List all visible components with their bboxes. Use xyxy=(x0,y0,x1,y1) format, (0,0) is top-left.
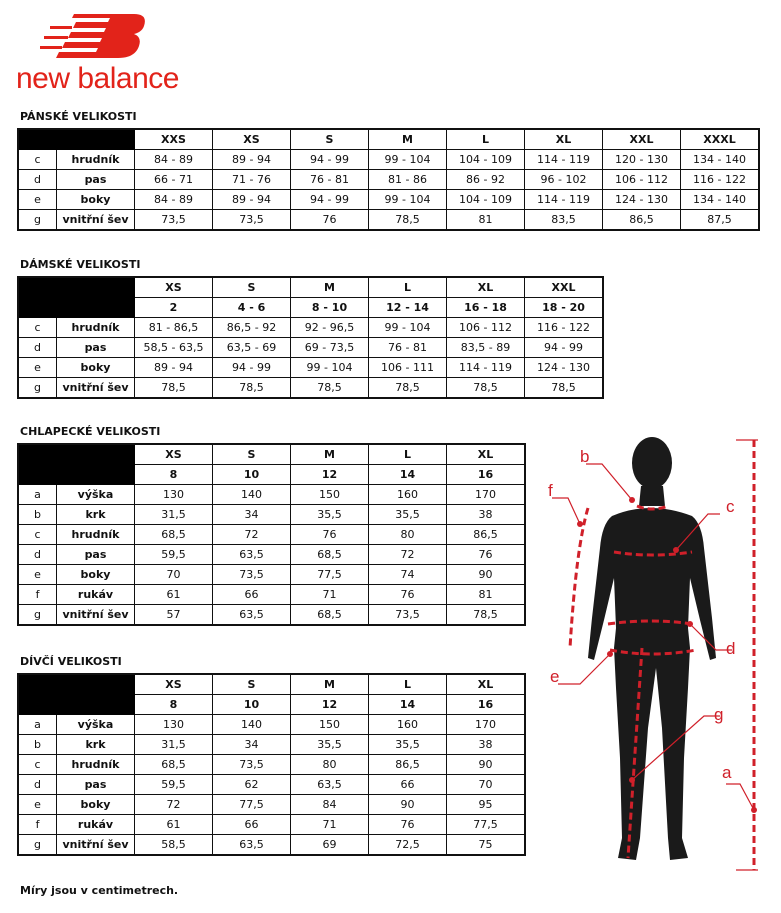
measure-label: boky xyxy=(57,190,135,210)
measure-value: 31,5 xyxy=(135,505,213,525)
table-row xyxy=(18,358,603,378)
measure-value: 63,5 xyxy=(213,545,291,565)
measure-value: 86,5 xyxy=(369,755,447,775)
measure-label: krk xyxy=(57,505,135,525)
size-number: 4 - 6 xyxy=(213,298,291,318)
measure-label: hrudník xyxy=(57,318,135,338)
size-label: XXXL xyxy=(681,129,760,150)
measure-value: 90 xyxy=(447,565,526,585)
size-number: 18 - 20 xyxy=(525,298,604,318)
measure-label: boky xyxy=(57,565,135,585)
table-row xyxy=(18,815,525,835)
measure-value: 134 - 140 xyxy=(681,190,760,210)
measure-code: f xyxy=(18,815,57,835)
measure-value: 83,5 xyxy=(525,210,603,231)
size-label: S xyxy=(213,444,291,465)
size-label: L xyxy=(369,444,447,465)
measure-value: 35,5 xyxy=(369,505,447,525)
measure-code: g xyxy=(18,378,57,399)
measure-value: 58,5 xyxy=(135,835,213,856)
measure-code: b xyxy=(18,505,57,525)
measure-value: 96 - 102 xyxy=(525,170,603,190)
measure-value: 130 xyxy=(135,715,213,735)
measure-value: 66 xyxy=(213,815,291,835)
table-row xyxy=(18,485,525,505)
table-row xyxy=(18,565,525,585)
measure-value: 140 xyxy=(213,715,291,735)
size-number: 16 xyxy=(447,695,526,715)
measure-value: 80 xyxy=(291,755,369,775)
measure-value: 76 xyxy=(291,210,369,231)
measure-value: 73,5 xyxy=(369,605,447,626)
measure-code: e xyxy=(18,358,57,378)
size-header-row xyxy=(18,444,525,465)
measure-value: 35,5 xyxy=(291,505,369,525)
measure-label: vnitřní šev xyxy=(57,835,135,856)
measure-value: 106 - 112 xyxy=(603,170,681,190)
measure-code: g xyxy=(18,835,57,856)
measure-label: hrudník xyxy=(57,755,135,775)
size-header-row xyxy=(18,674,525,695)
measure-value: 86 - 92 xyxy=(447,170,525,190)
measure-value: 89 - 94 xyxy=(213,150,291,170)
measure-value: 61 xyxy=(135,585,213,605)
measure-value: 69 - 73,5 xyxy=(291,338,369,358)
table-row xyxy=(18,545,525,565)
measure-value: 78,5 xyxy=(447,605,526,626)
measure-value: 78,5 xyxy=(369,378,447,399)
size-label: S xyxy=(291,129,369,150)
measure-value: 76 xyxy=(447,545,526,565)
measure-value: 90 xyxy=(447,755,526,775)
table-row xyxy=(18,775,525,795)
measure-value: 78,5 xyxy=(291,378,369,399)
measure-value: 95 xyxy=(447,795,526,815)
label-c: c xyxy=(726,497,735,516)
measure-value: 61 xyxy=(135,815,213,835)
measure-value: 75 xyxy=(447,835,526,856)
size-label: XXS xyxy=(135,129,213,150)
measure-value: 72 xyxy=(369,545,447,565)
measure-value: 99 - 104 xyxy=(369,190,447,210)
table-row xyxy=(18,378,603,399)
measure-value: 160 xyxy=(369,485,447,505)
table-row xyxy=(18,755,525,775)
table-row xyxy=(18,835,525,856)
measure-value: 94 - 99 xyxy=(525,338,604,358)
men-section-title: PÁNSKÉ VELIKOSTI xyxy=(20,110,137,123)
girls-size-table xyxy=(17,673,526,856)
measure-value: 150 xyxy=(291,715,369,735)
human-silhouette xyxy=(588,437,716,860)
measure-value: 78,5 xyxy=(213,378,291,399)
measure-value: 140 xyxy=(213,485,291,505)
measure-value: 94 - 99 xyxy=(213,358,291,378)
measure-value: 73,5 xyxy=(213,755,291,775)
table-row xyxy=(18,170,759,190)
measure-value: 76 xyxy=(291,525,369,545)
measure-value: 134 - 140 xyxy=(681,150,760,170)
table-row xyxy=(18,715,525,735)
measure-code: e xyxy=(18,190,57,210)
measure-value: 106 - 112 xyxy=(447,318,525,338)
measure-label: rukáv xyxy=(57,585,135,605)
measure-value: 99 - 104 xyxy=(369,318,447,338)
measure-code: c xyxy=(18,318,57,338)
measure-value: 78,5 xyxy=(447,378,525,399)
measure-label: vnitřní šev xyxy=(57,210,135,231)
size-number: 2 xyxy=(135,298,213,318)
measure-code: c xyxy=(18,150,57,170)
measure-value: 31,5 xyxy=(135,735,213,755)
measure-code: a xyxy=(18,715,57,735)
measure-value: 81 - 86,5 xyxy=(135,318,213,338)
measure-value: 124 - 130 xyxy=(525,358,604,378)
measure-value: 77,5 xyxy=(213,795,291,815)
measure-value: 81 xyxy=(447,210,525,231)
measure-value: 76 - 81 xyxy=(369,338,447,358)
measure-value: 114 - 119 xyxy=(447,358,525,378)
size-label: XL xyxy=(447,674,526,695)
measure-value: 86,5 xyxy=(603,210,681,231)
measure-code: d xyxy=(18,545,57,565)
size-label: XL xyxy=(525,129,603,150)
measure-value: 160 xyxy=(369,715,447,735)
size-label: M xyxy=(291,444,369,465)
measure-value: 78,5 xyxy=(135,378,213,399)
size-header-row xyxy=(18,129,759,150)
measure-value: 71 - 76 xyxy=(213,170,291,190)
measure-value: 68,5 xyxy=(291,545,369,565)
measure-code: c xyxy=(18,755,57,775)
size-label: M xyxy=(291,277,369,298)
measure-label: boky xyxy=(57,795,135,815)
measure-value: 68,5 xyxy=(135,755,213,775)
size-number: 12 xyxy=(291,465,369,485)
measure-value: 68,5 xyxy=(135,525,213,545)
table-row xyxy=(18,338,603,358)
measure-label: pas xyxy=(57,170,135,190)
label-f: f xyxy=(548,481,553,500)
measure-value: 94 - 99 xyxy=(291,190,369,210)
measure-value: 66 xyxy=(213,585,291,605)
size-number: 8 xyxy=(135,465,213,485)
measure-code: g xyxy=(18,210,57,231)
measure-value: 78,5 xyxy=(369,210,447,231)
measure-value: 74 xyxy=(369,565,447,585)
header-blank-cell xyxy=(18,277,135,318)
measure-value: 170 xyxy=(447,715,526,735)
measure-value: 80 xyxy=(369,525,447,545)
measure-label: pas xyxy=(57,338,135,358)
table-row xyxy=(18,505,525,525)
header-blank-cell xyxy=(18,444,135,485)
measure-value: 94 - 99 xyxy=(291,150,369,170)
boys-section-title: CHLAPECKÉ VELIKOSTI xyxy=(20,425,161,438)
measure-value: 77,5 xyxy=(447,815,526,835)
measure-value: 150 xyxy=(291,485,369,505)
size-label: XL xyxy=(447,444,526,465)
measure-label: hrudník xyxy=(57,150,135,170)
new-balance-logo-icon xyxy=(16,8,186,68)
women-section-title: DÁMSKÉ VELIKOSTI xyxy=(20,258,141,271)
measure-value: 70 xyxy=(135,565,213,585)
measure-value: 63,5 xyxy=(213,605,291,626)
measure-value: 99 - 104 xyxy=(291,358,369,378)
measure-value: 57 xyxy=(135,605,213,626)
measure-value: 84 - 89 xyxy=(135,190,213,210)
size-label: L xyxy=(369,277,447,298)
measure-label: výška xyxy=(57,715,135,735)
measure-code: d xyxy=(18,338,57,358)
table-row xyxy=(18,605,525,626)
measure-value: 71 xyxy=(291,585,369,605)
measure-value: 86,5 - 92 xyxy=(213,318,291,338)
measure-value: 38 xyxy=(447,735,526,755)
measure-value: 58,5 - 63,5 xyxy=(135,338,213,358)
measure-value: 72,5 xyxy=(369,835,447,856)
label-a: a xyxy=(722,763,732,782)
measure-value: 63,5 xyxy=(213,835,291,856)
body-measurement-silhouette-icon xyxy=(540,428,781,878)
measure-value: 77,5 xyxy=(291,565,369,585)
size-number: 14 xyxy=(369,465,447,485)
measure-label: vnitřní šev xyxy=(57,378,135,399)
size-number: 8 - 10 xyxy=(291,298,369,318)
measure-value: 78,5 xyxy=(525,378,604,399)
measure-value: 116 - 122 xyxy=(525,318,604,338)
size-label: XS xyxy=(135,444,213,465)
measure-value: 34 xyxy=(213,735,291,755)
measure-value: 63,5 - 69 xyxy=(213,338,291,358)
measure-value: 116 - 122 xyxy=(681,170,760,190)
measure-value: 70 xyxy=(447,775,526,795)
size-number: 16 - 18 xyxy=(447,298,525,318)
size-label: XXL xyxy=(603,129,681,150)
measure-value: 120 - 130 xyxy=(603,150,681,170)
measure-value: 84 xyxy=(291,795,369,815)
girls-section-title: DÍVČÍ VELIKOSTI xyxy=(20,655,122,668)
units-note: Míry jsou v centimetrech. xyxy=(20,884,179,897)
measure-label: rukáv xyxy=(57,815,135,835)
measure-value: 99 - 104 xyxy=(369,150,447,170)
size-number: 12 xyxy=(291,695,369,715)
size-label: M xyxy=(369,129,447,150)
header-blank-cell xyxy=(18,129,135,150)
measure-value: 38 xyxy=(447,505,526,525)
measure-code: c xyxy=(18,525,57,545)
table-row xyxy=(18,190,759,210)
size-label: L xyxy=(369,674,447,695)
measure-value: 76 xyxy=(369,815,447,835)
measure-label: boky xyxy=(57,358,135,378)
measure-value: 66 - 71 xyxy=(135,170,213,190)
measure-value: 72 xyxy=(213,525,291,545)
measure-label: pas xyxy=(57,545,135,565)
measure-value: 73,5 xyxy=(135,210,213,231)
measure-label: hrudník xyxy=(57,525,135,545)
measure-value: 59,5 xyxy=(135,545,213,565)
measure-value: 83,5 - 89 xyxy=(447,338,525,358)
size-label: L xyxy=(447,129,525,150)
measure-value: 81 xyxy=(447,585,526,605)
measure-value: 35,5 xyxy=(369,735,447,755)
measure-code: e xyxy=(18,795,57,815)
size-header-row xyxy=(18,277,603,298)
table-row xyxy=(18,210,759,231)
measure-value: 114 - 119 xyxy=(525,150,603,170)
measure-value: 124 - 130 xyxy=(603,190,681,210)
measure-code: b xyxy=(18,735,57,755)
measure-value: 34 xyxy=(213,505,291,525)
measure-value: 87,5 xyxy=(681,210,760,231)
measure-value: 170 xyxy=(447,485,526,505)
table-row xyxy=(18,318,603,338)
size-number: 8 xyxy=(135,695,213,715)
measure-value: 81 - 86 xyxy=(369,170,447,190)
measure-value: 73,5 xyxy=(213,565,291,585)
measure-value: 59,5 xyxy=(135,775,213,795)
size-label: XS xyxy=(135,277,213,298)
measure-value: 66 xyxy=(369,775,447,795)
size-number: 12 - 14 xyxy=(369,298,447,318)
measure-value: 130 xyxy=(135,485,213,505)
label-e: e xyxy=(550,667,560,686)
measure-value: 92 - 96,5 xyxy=(291,318,369,338)
measure-value: 106 - 111 xyxy=(369,358,447,378)
measure-value: 76 xyxy=(369,585,447,605)
measure-value: 114 - 119 xyxy=(525,190,603,210)
measure-value: 35,5 xyxy=(291,735,369,755)
measure-label: pas xyxy=(57,775,135,795)
measure-value: 76 - 81 xyxy=(291,170,369,190)
measure-code: d xyxy=(18,775,57,795)
measure-value: 90 xyxy=(369,795,447,815)
measure-value: 84 - 89 xyxy=(135,150,213,170)
measure-label: vnitřní šev xyxy=(57,605,135,626)
measure-value: 62 xyxy=(213,775,291,795)
measure-value: 89 - 94 xyxy=(135,358,213,378)
table-row xyxy=(18,525,525,545)
measure-value: 104 - 109 xyxy=(447,190,525,210)
measure-code: e xyxy=(18,565,57,585)
label-d: d xyxy=(726,639,736,658)
measure-value: 73,5 xyxy=(213,210,291,231)
size-label: XS xyxy=(135,674,213,695)
brand-wordmark: new balance xyxy=(16,62,179,95)
size-label: XXL xyxy=(525,277,604,298)
size-label: S xyxy=(213,277,291,298)
measure-value: 68,5 xyxy=(291,605,369,626)
measure-code: a xyxy=(18,485,57,505)
size-number: 10 xyxy=(213,695,291,715)
header-blank-cell xyxy=(18,674,135,715)
label-g: g xyxy=(714,705,724,724)
size-label: S xyxy=(213,674,291,695)
measure-value: 71 xyxy=(291,815,369,835)
measure-value: 72 xyxy=(135,795,213,815)
size-label: XL xyxy=(447,277,525,298)
measure-value: 104 - 109 xyxy=(447,150,525,170)
table-row xyxy=(18,585,525,605)
women-size-table xyxy=(17,276,604,399)
size-label: XS xyxy=(213,129,291,150)
boys-size-table xyxy=(17,443,526,626)
table-row xyxy=(18,795,525,815)
table-row xyxy=(18,735,525,755)
measure-value: 86,5 xyxy=(447,525,526,545)
measure-label: krk xyxy=(57,735,135,755)
measure-label: výška xyxy=(57,485,135,505)
table-row xyxy=(18,150,759,170)
measure-value: 69 xyxy=(291,835,369,856)
label-b: b xyxy=(580,447,590,466)
measure-code: g xyxy=(18,605,57,626)
measure-code: d xyxy=(18,170,57,190)
measure-value: 89 - 94 xyxy=(213,190,291,210)
size-number: 14 xyxy=(369,695,447,715)
size-label: M xyxy=(291,674,369,695)
men-size-table xyxy=(17,128,760,231)
size-number: 16 xyxy=(447,465,526,485)
size-number: 10 xyxy=(213,465,291,485)
measure-code: f xyxy=(18,585,57,605)
measure-value: 63,5 xyxy=(291,775,369,795)
